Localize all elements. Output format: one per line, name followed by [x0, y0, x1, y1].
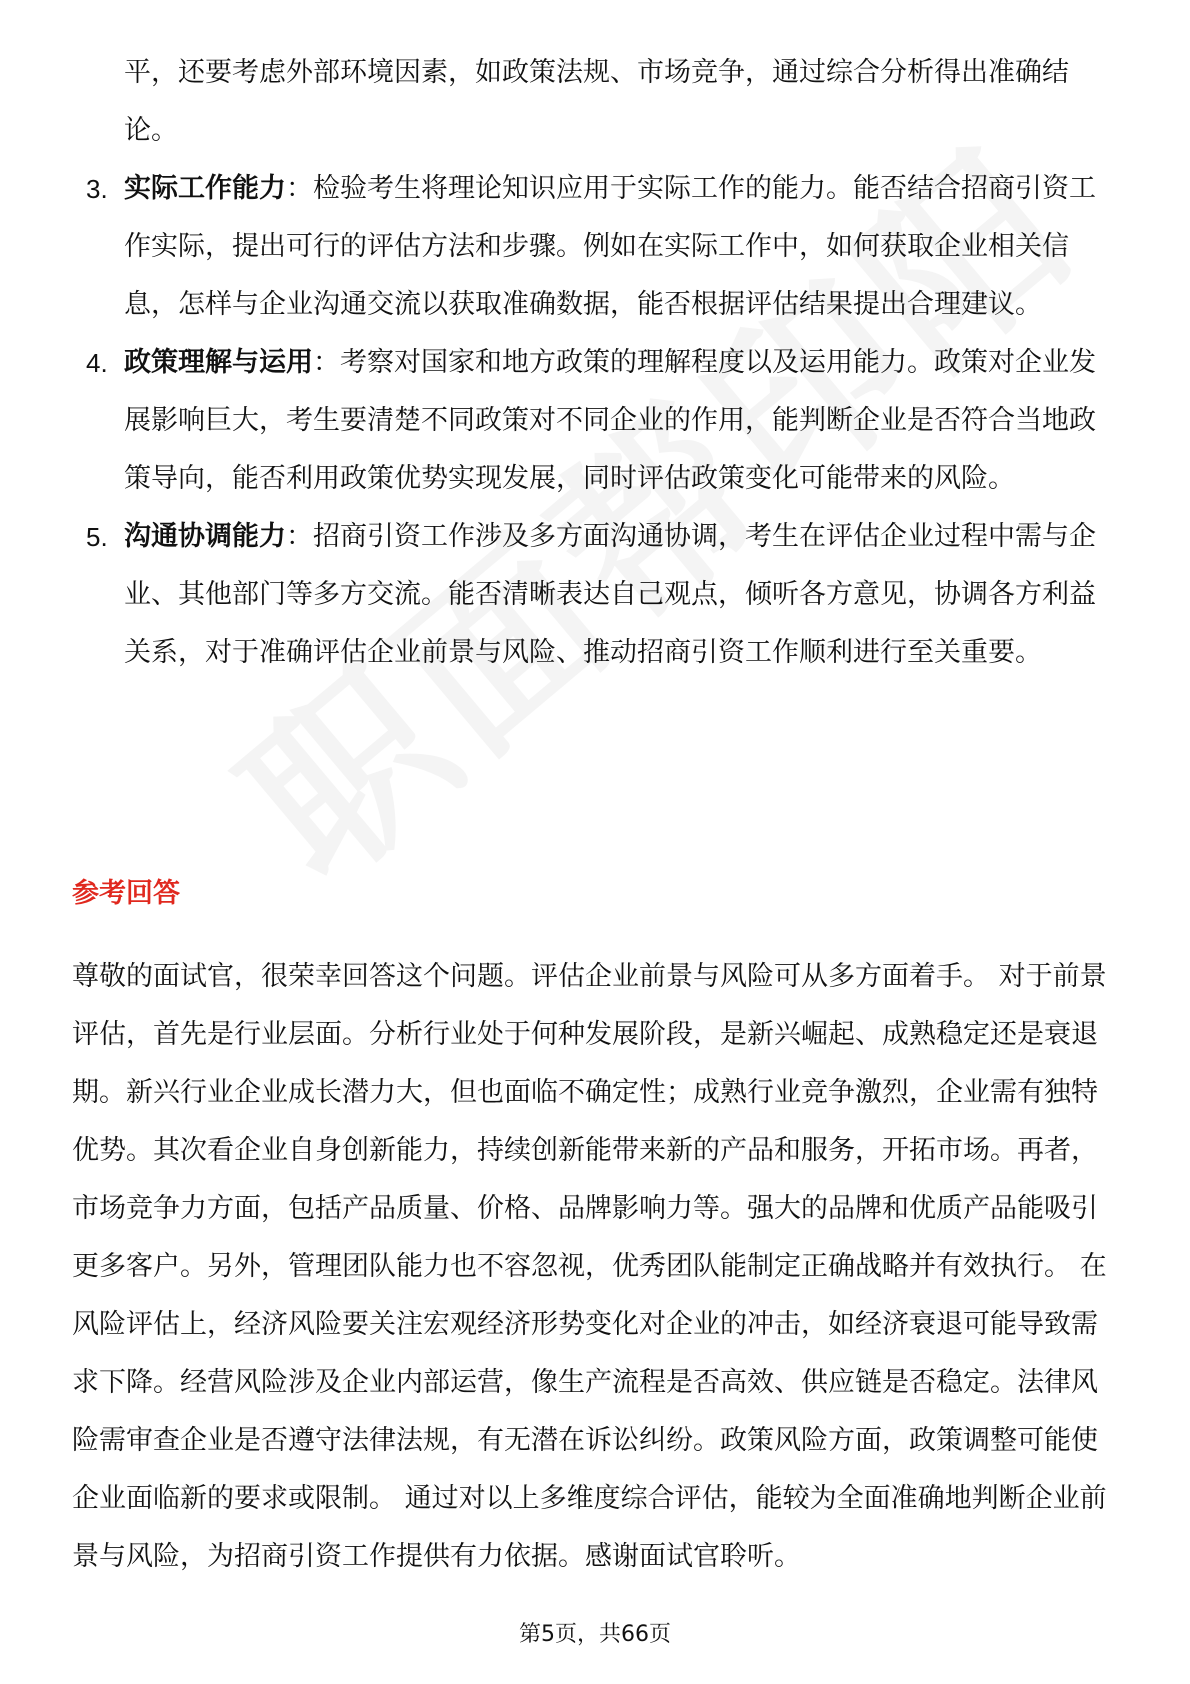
list-item-text: ：招商引资工作涉及多方面沟通协调，考生在评估企业过程中需与企业、其他部门等多方交流。能否清晰表达自己观点，倾听各方意见，协调各方利益关系，对于准确评估企业前景与风险、推动招商引资工作顺利进行至关重要。	[124, 521, 1096, 668]
list-item	[72, 508, 1120, 682]
section-heading: 参考回答	[72, 878, 180, 909]
list-item-term: 实际工作能力	[124, 173, 286, 204]
list-item-term: 沟通协调能力	[124, 521, 286, 552]
list-item-number: 3.	[86, 174, 108, 204]
answer-paragraph: 尊敬的面试官，很荣幸回答这个问题。评估企业前景与风险可从多方面着手。 对于前景评估，首先是行业层面。分析行业处于何种发展阶段，是新兴崛起、成熟稳定还是衰退期。新兴行业企业成长潜力大，但也面临不确定性；成熟行业竞争激烈，企业需有独特优势。其次看企业自身创新能力，持续创新能带来新的产品和服务，开拓市场。再者，市场竞争力方面，包括产品质量、价格、品牌影响力等。强大的品牌和优质产品能吸引更多客户。另外，管理团队能力也不容忽视，优秀团队能制定正确战略并有效执行。 在风险评估上，经济风险要关注宏观经济形势变化对企业的冲击，如经济衰退可能导致需求下降。经营风险涉及企业内部运营，像生产流程是否高效、供应链是否稳定。法律风险需审查企业是否遵守法律法规，有无潜在诉讼纠纷。政策风险方面，政策调整可能使企业面临新的要求或限制。 通过对以上多维度综合评估，能较为全面准确地判断企业前景与风险，为招商引资工作提供有力依据。感谢面试官聆听。	[72, 961, 1107, 1572]
continuation-paragraph: 平，还要考虑外部环境因素，如政策法规、市场竞争，通过综合分析得出准确结论。	[124, 57, 1069, 146]
criteria-list	[72, 160, 1120, 682]
list-item	[72, 334, 1120, 508]
list-item-number: 4.	[86, 348, 108, 378]
list-item-term: 政策理解与运用	[124, 347, 313, 378]
list-item-text: ：考察对国家和地方政策的理解程度以及运用能力。政策对企业发展影响巨大，考生要清楚不同政策对不同企业的作用，能判断企业是否符合当地政策导向，能否利用政策优势实现发展，同时评估政策变化可能带来的风险。	[124, 347, 1096, 494]
list-item-text: ：检验考生将理论知识应用于实际工作的能力。能否结合招商引资工作实际，提出可行的评估方法和步骤。例如在实际工作中，如何获取企业相关信息，怎样与企业沟通交流以获取准确数据，能否根据评估结果提出合理建议。	[124, 173, 1096, 320]
list-item	[72, 160, 1120, 334]
list-item-number: 5.	[86, 522, 108, 552]
page-footer: 第5页，共66页	[519, 1622, 671, 1647]
